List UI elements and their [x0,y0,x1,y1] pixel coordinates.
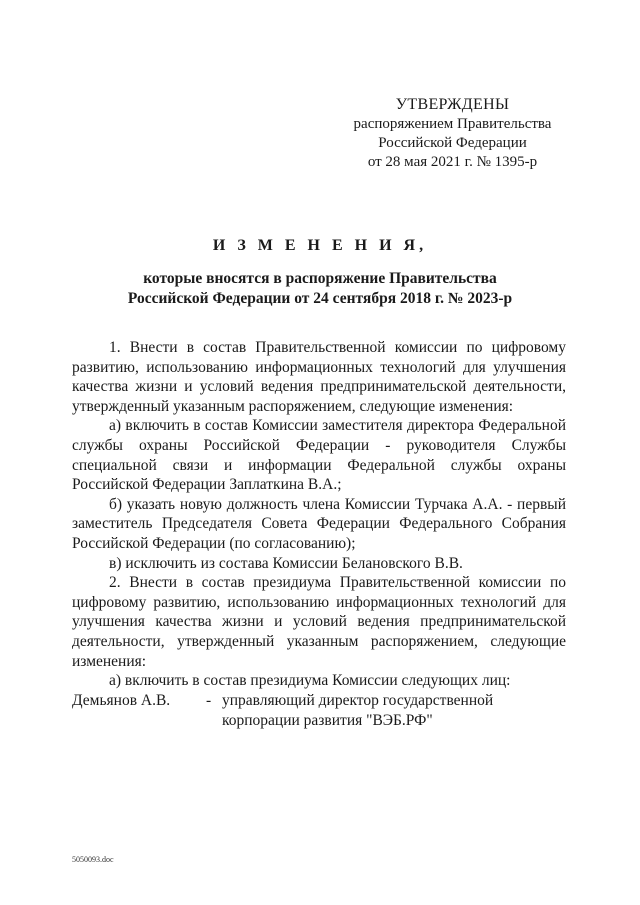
person-dash: - [206,692,212,709]
paragraph-1: 1. Внести в состав Правительственной комиссии по цифровому развитию, использованию информационных технологий для улучшения качества жизни и условий ведения предпринимательской деятельности, утвержденный указанным распоряжением, следующие изменения: [72,339,566,415]
person-description [222,691,542,730]
paragraph-2a: а) включить в состав президиума Комиссии следующих лиц: [109,672,511,690]
approval-stamp [340,95,565,172]
approval-line-2: распоряжением Правительства [353,116,552,132]
approval-date: от 28 мая 2021 г. № 1395-р [367,154,538,170]
person-name: Демьянов А.В. [72,692,171,709]
document-title [80,236,560,309]
approval-heading: УТВЕРЖДЕНЫ [395,96,510,113]
title-subtitle-line-2: Российской Федерации от 24 сентября 2018 г. № 2023-р [127,290,513,307]
person-description-line-2: корпорации развития "ВЭБ.РФ" [222,711,433,729]
approval-line-3: Российской Федерации [378,135,527,151]
paragraph-1a: а) включить в состав Комиссии заместителя директора Федеральной службы охраны Российской Федерации - руководителя Службы специальной связи и информации Федеральной службы охраны Российской Федерации Заплаткина В.А.; [72,417,566,494]
title-main: И З М Е Н Е Н И Я, [212,237,428,254]
paragraph-1c: в) исключить из состава Комиссии Белановского В.В. [109,554,463,572]
document-body [72,338,566,691]
paragraph-1b: б) указать новую должность члена Комиссии Турчака А.А. - первый заместитель Председателя Совета Федерации Федерального Собрания Российской Федерации (по согласованию); [72,495,566,552]
title-subtitle [80,269,560,309]
footer-filename: 5050093.doc [72,855,114,864]
title-subtitle-line-1: которые вносятся в распоряжение Правительства [143,270,497,287]
paragraph-2: 2. Внести в состав президиума Правительственной комиссии по цифровому развитию, использованию информационных технологий для улучшения качества жизни и условий ведения предпринимательской деятельности, утвержденный указанным распоряжением, следующие изменения: [72,574,566,670]
person-description-line-1: управляющий директор государственной [222,692,494,709]
